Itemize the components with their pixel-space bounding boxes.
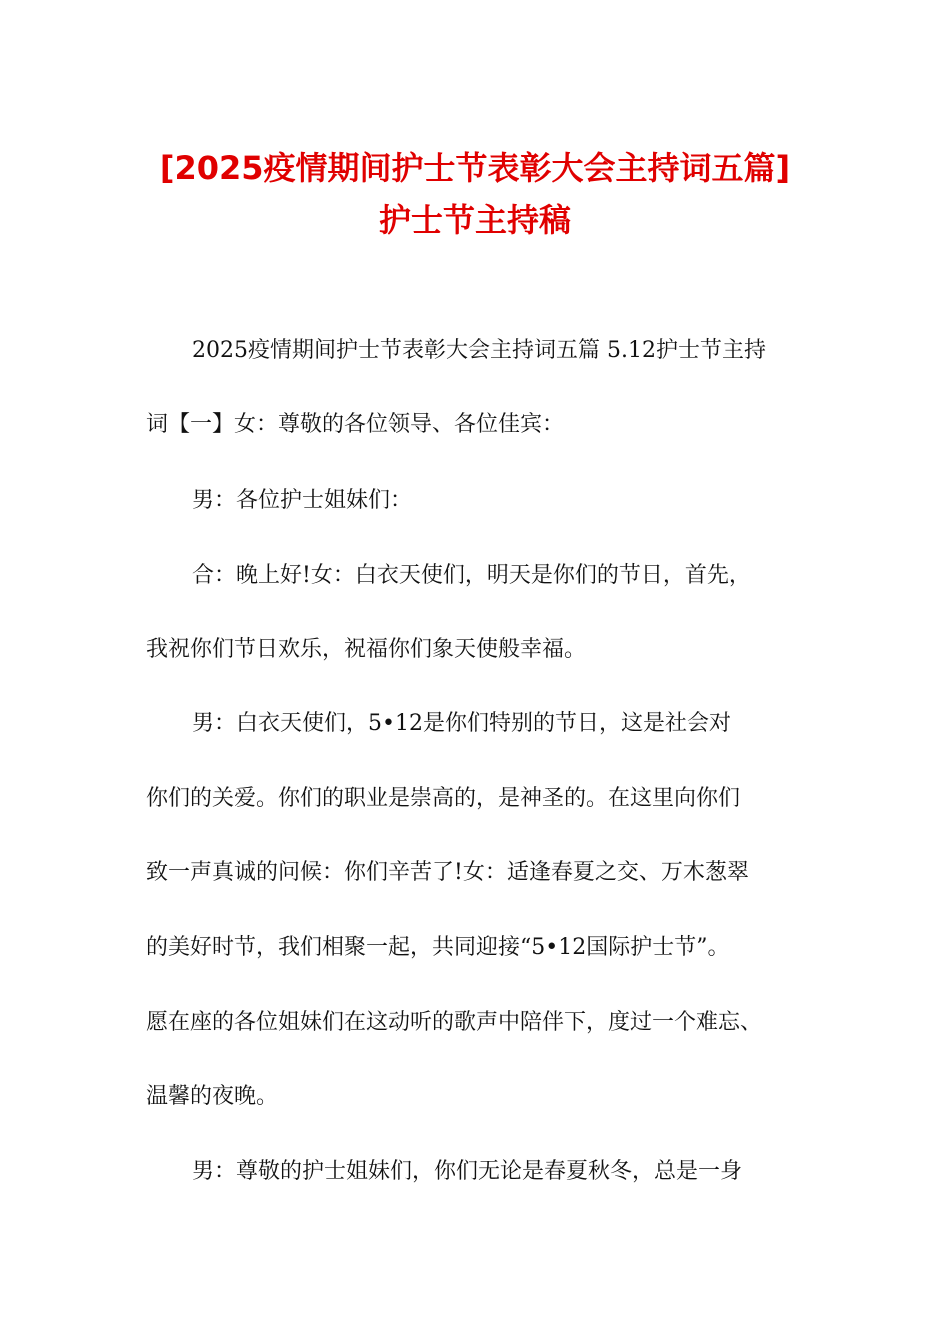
body-line: 温馨的夜晚。 — [146, 1084, 279, 1109]
body-line: 男：尊敬的护士姐妹们，你们无论是春夏秋冬，总是一身 — [192, 1159, 743, 1184]
body-line: 我祝你们节日欢乐，祝福你们象天使般幸福。 — [146, 637, 587, 662]
body-line: 2025疫情期间护士节表彰大会主持词五篇 5.12护士节主持 — [192, 338, 766, 363]
body-line: 男：各位护士姐妹们： — [192, 488, 413, 513]
document-title-line-2: 护士节主持稿 — [378, 201, 571, 239]
document-title-line-1: [2025疫情期间护士节表彰大会主持词五篇] — [159, 149, 791, 187]
body-line: 合：晚上好!女：白衣天使们，明天是你们的节日，首先， — [192, 563, 751, 588]
body-line: 愿在座的各位姐妹们在这动听的歌声中陪伴下，度过一个难忘、 — [146, 1010, 763, 1035]
body-line: 致一声真诚的问候：你们辛苦了!女：适逢春夏之交、万木葱翠 — [146, 860, 749, 885]
body-line: 的美好时节，我们相聚一起，共同迎接“5•12国际护士节”。 — [146, 935, 730, 960]
body-line: 词【一】女：尊敬的各位领导、各位佳宾： — [146, 412, 565, 437]
body-line: 男：白衣天使们，5•12是你们特别的节日，这是社会对 — [192, 711, 731, 736]
body-line: 你们的关爱。你们的职业是崇高的，是神圣的。在这里向你们 — [146, 786, 741, 811]
